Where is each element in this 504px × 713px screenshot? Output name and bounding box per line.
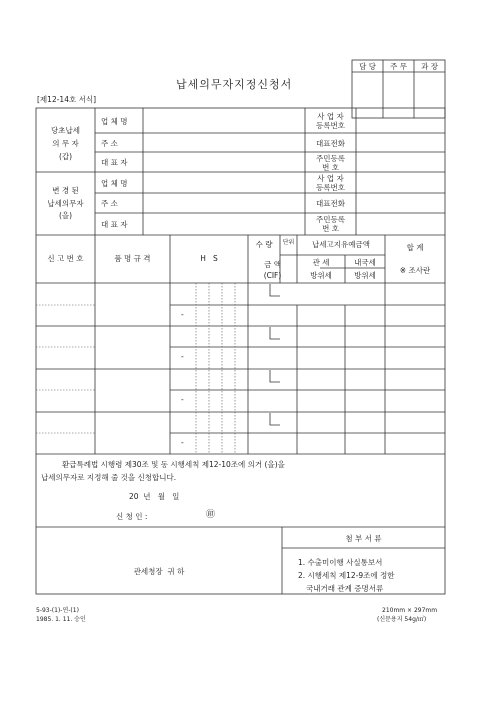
footer-approval: 1985. 1. 11. 승인 (36, 616, 86, 623)
form-title: 납세의무자지정신청서 (176, 78, 293, 91)
row-dash: - (181, 395, 184, 404)
a-company-label: 업 체 명 (101, 117, 128, 126)
recipient: 관세청장 귀 하 (133, 567, 185, 576)
b-phone-label: 대표전화 (316, 199, 345, 208)
b-company-label: 업 체 명 (101, 179, 128, 188)
row-dash: - (181, 438, 184, 447)
statement-line-2: 납세의무자로 지정해 줄 것을 신청합니다. (41, 473, 177, 482)
b-resident-label-1: 주민등록 (316, 215, 345, 224)
attachments-title: 첨 부 서 류 (345, 534, 382, 543)
section-a-label-1: 당초납세 (51, 126, 80, 135)
a-rep-label: 대 표 자 (101, 158, 128, 167)
unit-header: 단위 (282, 239, 295, 246)
approval-staff: 담 당 (359, 62, 376, 71)
b-rep-label: 대 표 자 (101, 220, 128, 229)
section-a-label-3: (갑) (58, 152, 73, 161)
b-bizreg-label-1: 사 업 자 (317, 174, 344, 183)
b-bizreg-label-2: 등록번호 (316, 183, 345, 192)
form-code: [제12-14호 서식] (37, 95, 97, 104)
decl-no-header: 신 고 번 호 (47, 254, 84, 263)
amount-header-2: (CIF) (263, 271, 282, 280)
defense-tax-header-2: 방위세 (354, 271, 376, 280)
survey-note: ※ 조사란 (399, 266, 431, 275)
a-phone-label: 대표전화 (316, 139, 345, 148)
a-resident-label-2: 번 호 (322, 163, 339, 172)
applicant-label: 신 청 인 : (116, 512, 148, 521)
b-resident-label-2: 번 호 (322, 224, 339, 233)
footer-code: 5-93-(1)-연-(1) (36, 607, 79, 614)
defense-tax-header-1: 방위세 (310, 271, 332, 280)
customs-header: 관 세 (312, 258, 330, 267)
seal-mark: ㊞ (206, 510, 216, 520)
product-header: 품 명 규 격 (114, 254, 151, 263)
section-a-label-2: 의 무 자 (52, 139, 79, 148)
row-dash: - (181, 310, 184, 319)
total-header: 합 계 (406, 243, 424, 252)
attachment-item-2: 2. 시행세칙 제12-9조에 정한 (298, 571, 395, 580)
a-bizreg-label-2: 등록번호 (316, 121, 345, 130)
footer-size: 210mm × 297mm (382, 607, 438, 614)
amount-header-1: 금 액 (264, 260, 281, 269)
row-dash: - (181, 352, 184, 361)
footer-paper: (신문용지 54g/㎡) (377, 616, 427, 623)
section-b-label-3: (을) (58, 211, 73, 220)
internal-tax-header: 내국세 (354, 258, 376, 267)
a-resident-label-1: 주민등록 (316, 154, 345, 163)
attachment-item-3: 국내거래 관계 증명서류 (306, 584, 384, 593)
statement-line-1: 환급특례법 시행령 제30조 및 동 시행세칙 제12-10조에 의거 (을)을 (62, 460, 285, 469)
qty-header: 수 량 (255, 240, 273, 249)
a-address-label: 주 소 (101, 139, 118, 148)
b-address-label: 주 소 (101, 199, 118, 208)
tax-deferral-header: 납세고지유예금액 (312, 240, 370, 249)
application-date: 20 년 월 일 (129, 492, 180, 501)
a-bizreg-label-1: 사 업 자 (317, 112, 344, 121)
attachment-item-1: 1. 수출미이행 사실통보서 (298, 558, 383, 567)
section-b-label-1: 변 경 된 (52, 186, 79, 195)
approval-manager: 주 무 (390, 62, 407, 71)
section-b-label-2: 납세의무자 (47, 199, 84, 208)
hs-header: H S (200, 254, 218, 263)
approval-chief: 과 장 (421, 62, 438, 71)
